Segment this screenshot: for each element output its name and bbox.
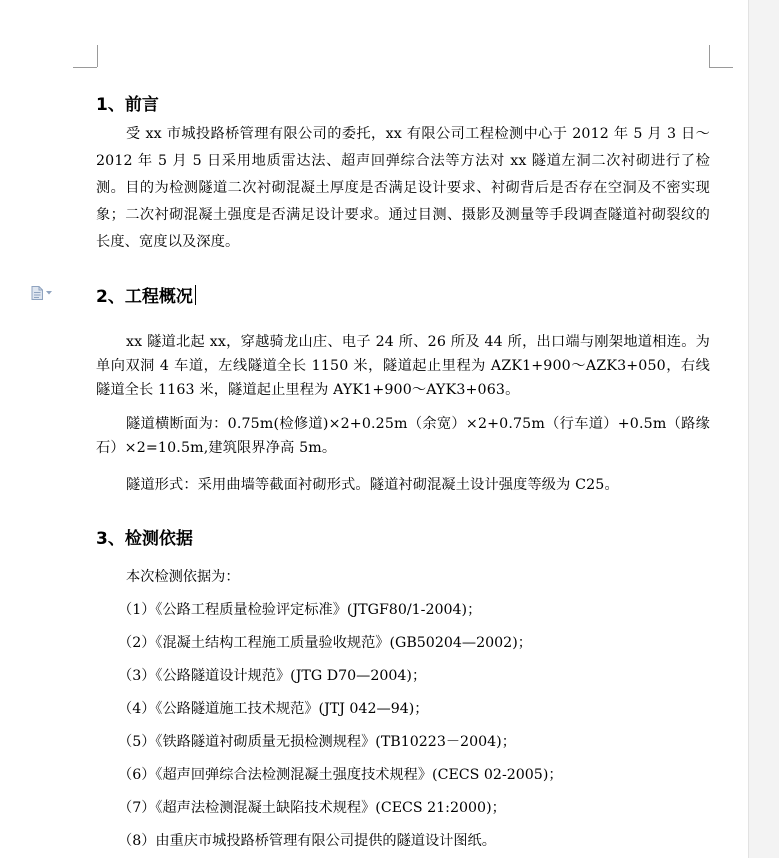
reference-item: （7）《超声法检测混凝土缺陷技术规程》(CECS 21:2000)； bbox=[118, 800, 506, 816]
section-3-heading: 3、检测依据 bbox=[96, 529, 193, 549]
vertical-scrollbar[interactable] bbox=[748, 0, 779, 858]
section-2-paragraph-1: xx 隧道北起 xx，穿越骑龙山庄、电子 24 所、26 所及 44 所，出口端与刚架地道相连。为单向双洞 4 车道，左线隧道全长 1150 米，隧道起止里程为 AZK1+900～AZK3+050，右线隧道全长 1163 米，隧道起止里程为 AYK1+900～AYK3+063。 bbox=[96, 334, 710, 398]
reference-item: （3）《公路隧道设计规范》(JTG D70—2004)； bbox=[118, 668, 427, 684]
section-1-paragraph: 受 xx 市城投路桥管理有限公司的委托，xx 有限公司工程检测中心于 2012 年 5 月 3 日～2012 年 5 月 5 日采用地质雷达法、超声回弹综合法等方法对 xx 隧道左洞二次衬砌进行了检测。目的为检测隧道二次衬砌混凝土厚度是否满足设计要求、衬砌背后是否存在空洞及不密实现象；二次衬砌混凝土强度是否满足设计要求。通过目测、摄影及测量等手段调查隧道衬砌裂纹的长度、宽度以及深度。 bbox=[96, 126, 710, 250]
section-3-intro: 本次检测依据为： bbox=[126, 569, 240, 585]
reference-item: （6）《超声回弹综合法检测混凝土强度技术规程》(CECS 02-2005)； bbox=[118, 767, 563, 783]
crop-mark-right-h bbox=[709, 67, 733, 68]
section-2-paragraph-3: 隧道形式：采用曲墙等截面衬砌形式。隧道衬砌混凝土设计强度等级为 C25。 bbox=[126, 477, 619, 493]
section-2-heading bbox=[96, 282, 196, 312]
crop-mark-left-v bbox=[97, 45, 98, 67]
reference-item: （8）由重庆市城投路桥管理有限公司提供的隧道设计图纸。 bbox=[118, 833, 496, 849]
section-2-heading-text: 2、工程概况 bbox=[96, 287, 193, 307]
paragraph-margin-button[interactable] bbox=[31, 285, 61, 301]
text-cursor bbox=[195, 285, 196, 305]
reference-item: （1）《公路工程质量检验评定标准》(JTGF80/1-2004)； bbox=[118, 602, 482, 618]
reference-item: （4）《公路隧道施工技术规范》(JTJ 042—94)； bbox=[118, 701, 429, 717]
crop-mark-right-v bbox=[709, 45, 710, 67]
reference-item: （2）《混凝土结构工程施工质量验收规范》(GB50204—2002)； bbox=[118, 635, 532, 651]
crop-mark-left-h bbox=[73, 67, 97, 68]
section-2-paragraph-2: 隧道横断面为：0.75m(检修道)×2+0.25m（余宽）×2+0.75m（行车道）+0.5m（路缘石）×2=10.5m,建筑限界净高 5m。 bbox=[96, 416, 710, 456]
section-1-heading: 1、前言 bbox=[96, 95, 159, 115]
reference-item: （5）《铁路隧道衬砌质量无损检测规程》(TB10223－2004)； bbox=[118, 734, 516, 750]
chevron-down-icon bbox=[46, 291, 52, 295]
document-icon bbox=[31, 286, 43, 300]
